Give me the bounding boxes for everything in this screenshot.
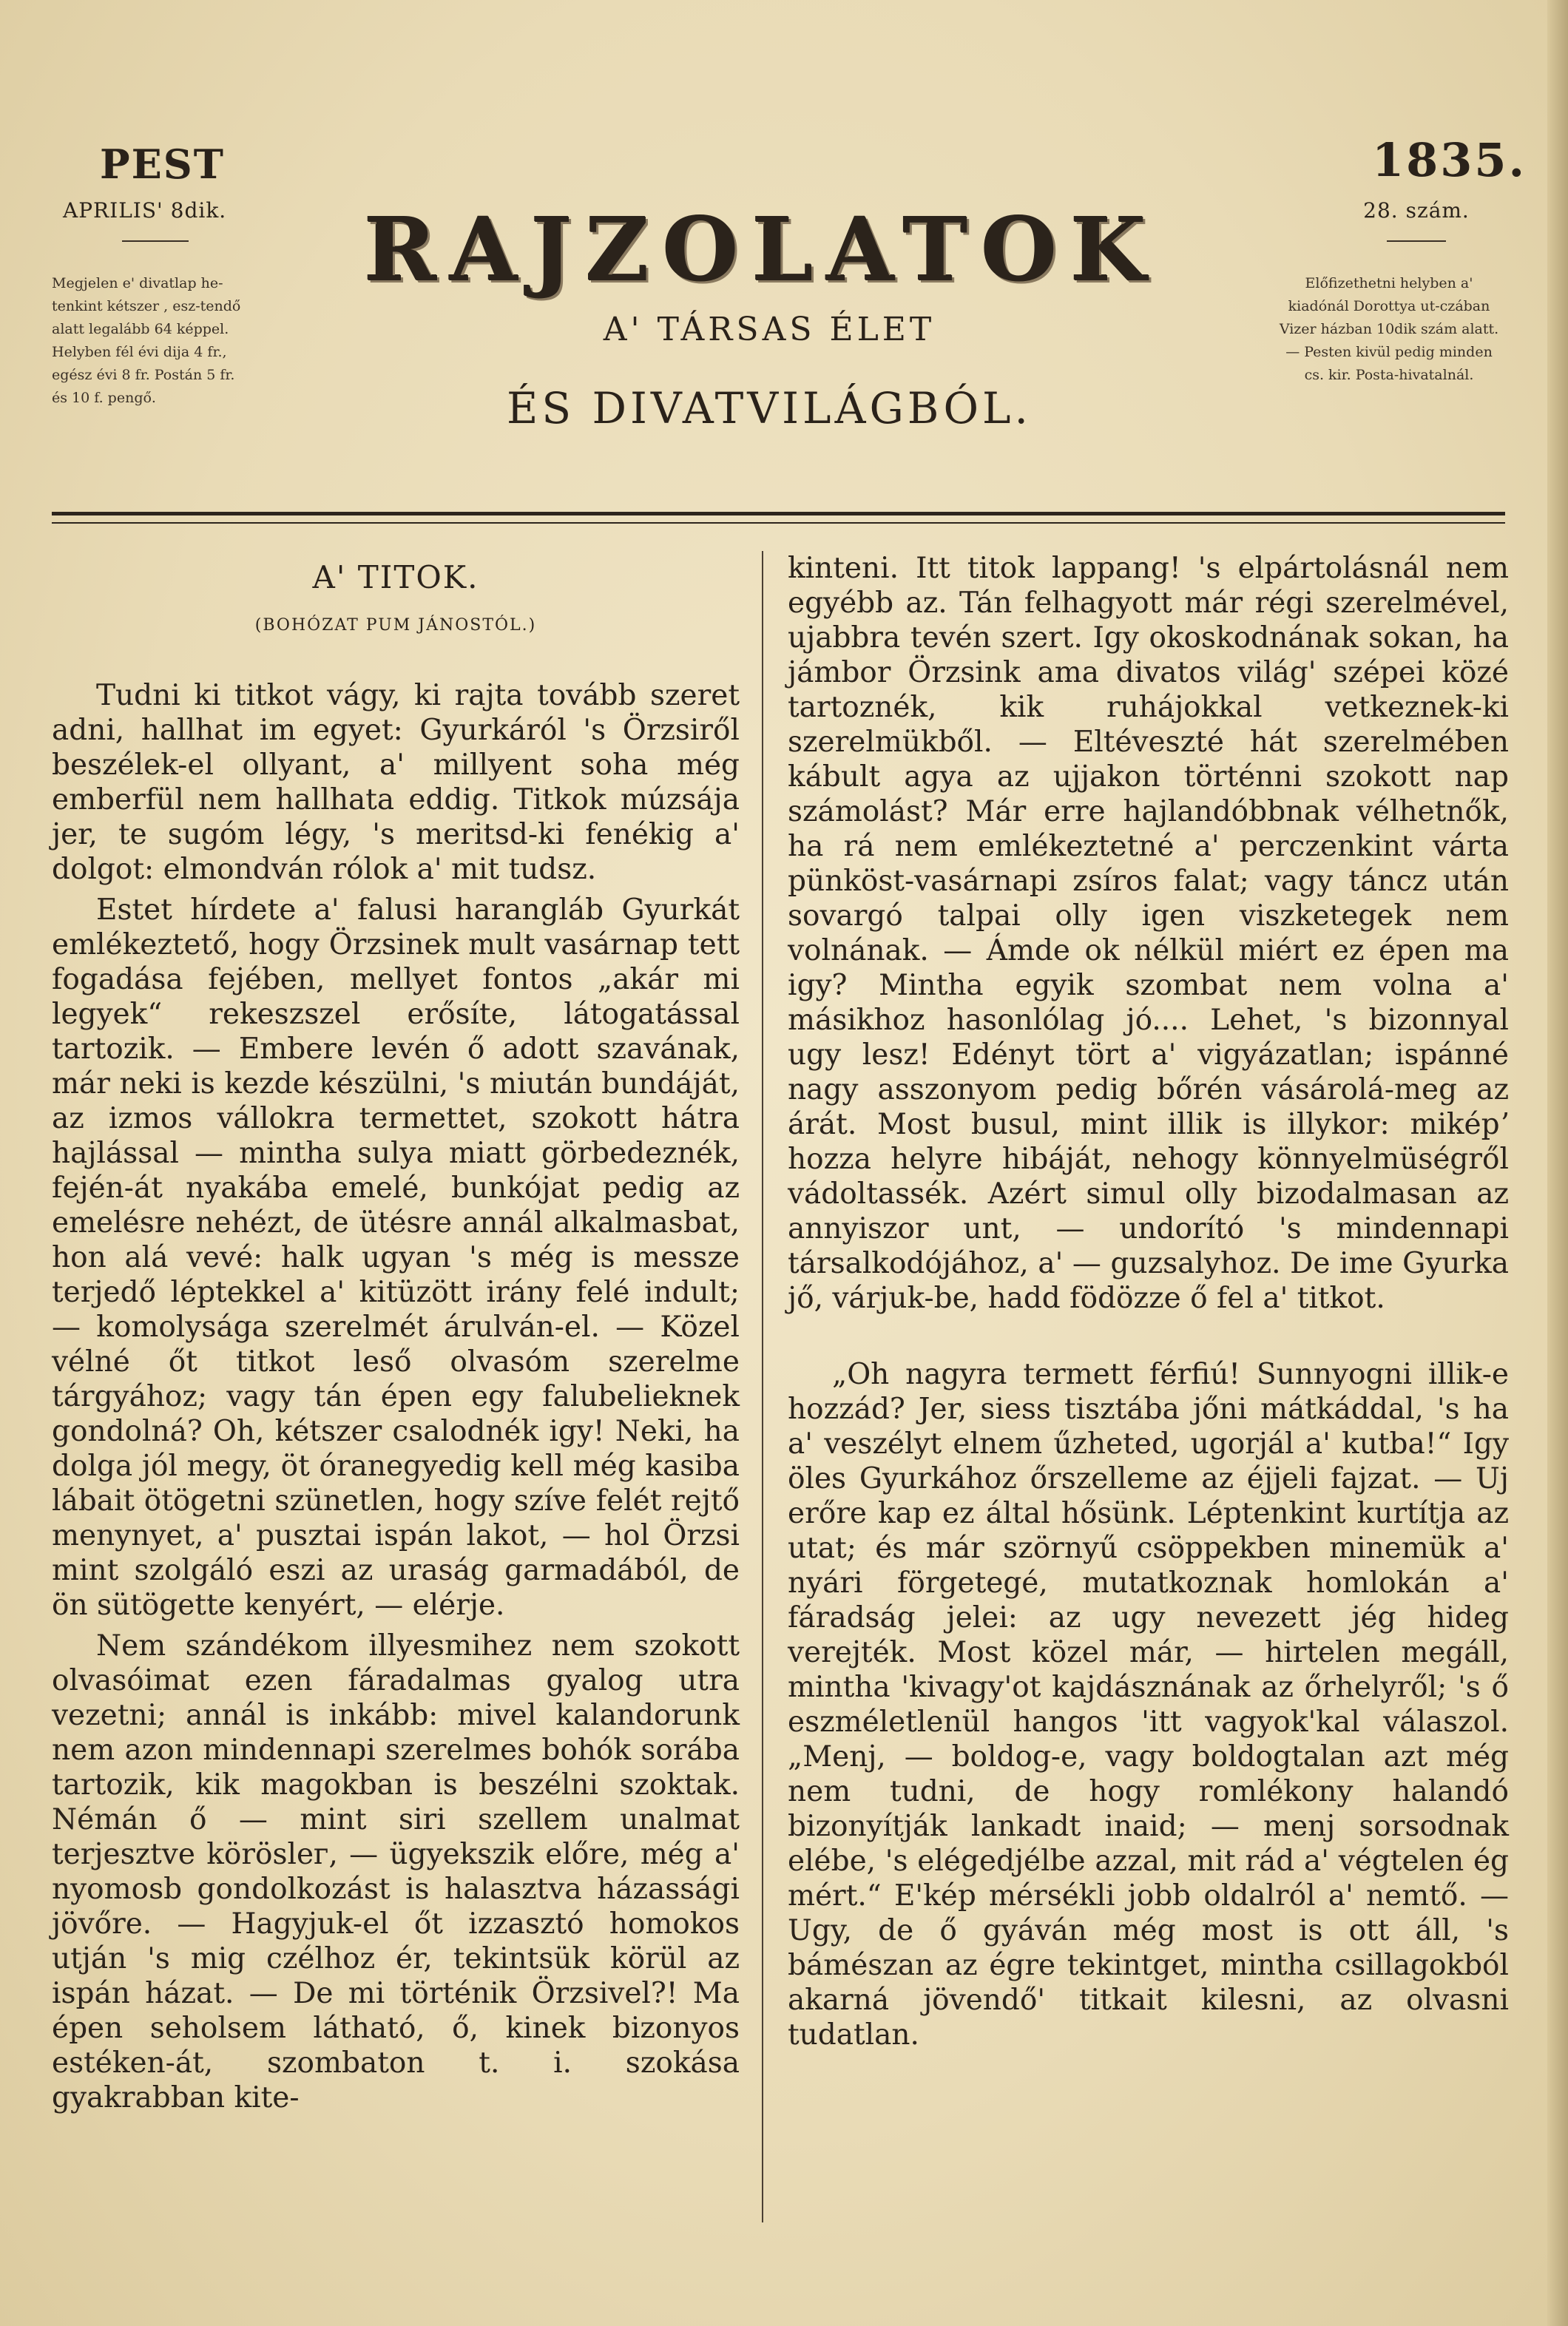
subscription-info-right: Előfizethetni helyben a' kiadónál Dorottya ut-czában Vizer házban 10dik szám alatt. — Pesten kivül pedig minden cs. kir. Posta-hivatalnál.: [1279, 275, 1499, 383]
subtitle-line-1: A' TÁRSAS ÉLET: [603, 311, 936, 348]
column-divider: [762, 551, 763, 2222]
paragraph: Estet hírdete a' falusi harangláb Gyurkát emlékeztető, hogy Örzsinek mult vasárnap tett fogadása fejében, mellyet fontos „akár mi legyek“ rekeszszel erősíte, látogatással tartozik. — Embere levén ő adott szavának, már neki is kezde készülni, 's miután bundáját, az izmos vállokra termettet, szokott hátra hajlással — mintha sulya miatt görbedeznék, fején-át nyakába emelé, bunkójat pedig az emelésre nehézt, de ütésre annál alkalmasbat, hon alá vevé: halk ugyan 's még is messze terjedő léptekkel a' kitüzött irány felé indult; — komolysága szerelmét árulván-el. — Közel vélné őt titkot leső olvasóm szerelme tárgyához; vagy tán épen egy falubelieknek gondolná? Oh, kétszer csalodnék igy! Neki, ha dolga jól megy, öt óranegyedig kell még kasiba lábait ötögetni szünetlen, hogy szíve felét rejtő menynyet, a' pusztai ispán lakot, — hol Örzsi mint szolgáló eszi az uraság garmadából, de ön sütögette kenyért, — elérje.: [52, 893, 740, 1622]
masthead-date: APRILIS' 8dik.: [63, 198, 227, 223]
header-rule-thick: [52, 512, 1505, 515]
subtitle-line-2: ÉS DIVATVILÁGBÓL.: [506, 383, 1032, 433]
article-title: A' TITOK.: [312, 559, 479, 595]
masthead-year: 1835.: [1372, 133, 1527, 187]
column-left: [52, 551, 740, 2121]
article-subtitle: (BOHÓZAT PUM JÁNOSTÓL.): [254, 616, 537, 635]
header-rule-thin: [52, 522, 1505, 524]
paragraph: kinteni. Itt titok lappang! 's elpártolásnál nem egyébb az. Tán felhagyott már régi szerelmével, ujabbra tevén szert. Igy okoskodnának sokan, ha jámbor Örzsink ama divatos világ' szépei közé tartoznék, kik ruhájokkal vetkeznek-ki szerelmükből. — Eltéveszté hát szerelmében kábult agya az ujjakon történni szokott nap számolást? Már erre hajlandóbbnak vélhetnők, ha rá nem emlékeztetné a' perczenkint várta pünköst-vasárnapi zsíros falat; vagy táncz után sovargó talpai olly igen viszketegek nem volnának. — Ámde ok nélkül miért ez épen ma igy? Mintha egyik szombat nem volna a' másikhoz hasonlólag jó.... Lehet, 's bizonnyal ugy lesz! Edényt tört a' vigyázatlan; ispánné nagy asszonyom pedig bőrén vásárolá-meg az árát. Most busul, mint illik is illykor: miképʼ hozza helyre hibáját, nehogy könnyelmüségről vádoltassék. Azért simul olly bizodalmasan az annyiszor unt, — undorító 's mindennapi társalkodójához, a' — guzsalyhoz. De ime Gyurka jő, várjuk-be, hadd födözze ő fel a' titkot.: [788, 552, 1509, 1315]
right-divider: [1387, 240, 1446, 242]
paragraph: Tudni ki titkot vágy, ki rajta tovább szeret adni, hallhat im egyet: Gyurkáról 's Örzsiről beszélek-el ollyant, a' millyent soha még emberfül nem hallhata eddig. Titkok múzsája jer, te sugóm légy, 's meritsd-ki fenékig a' dolgot: elmondván rólok a' mit tudsz.: [52, 679, 740, 886]
issue-number: 28. szám.: [1363, 198, 1470, 223]
left-divider: [122, 240, 189, 242]
subscription-info-left: Megjelen e' divatlap he-tenkint kétszer , esz-tendő alatt legalább 64 képpel. Helyben fél évi dija 4 fr., egész évi 8 fr. Postán 5 fr. és 10 f. pengő.: [52, 275, 241, 406]
page-edge: [1547, 0, 1568, 2326]
masthead-city: PEST: [100, 141, 225, 188]
column-right: [788, 551, 1509, 2058]
paragraph: „Oh nagyra termett férfiú! Sunnyogni illik-e hozzád? Jer, siess tisztába jőni mátkáddal, 's ha a' veszélyt elnem űzheted, ugorjál a' kutba!“ Igy öles Gyurkához őrszelleme az éjjeli fajzat. — Uj erőre kap ez által hősünk. Léptenkint kurtítja az utat; és már szörnyű csöppekben minemük a' nyári förgetegé, mutatkoznak homlokán a' fáradság jelei: az ugy nevezett jég hideg verejték. Most közel már, — hirtelen megáll, mintha 'kivagy'ot kajdásznának az őrhelyről; 's ő eszméletlenül hangos 'itt vagyok'kal válaszol. „Menj, — boldog-e, vagy boldogtalan azt még nem tudni, de hogy romlékony halandó bizonyítják lankadt inaid; — menj sorsodnak elébe, 's elégedjélbe azzal, mit rád a' végtelen ég mért.“ E'kép mérsékli jobb oldalról a' nemtő. — Ugy, de ő gyáván még most is ott áll, 's bámészan az égre tekintget, mintha csillagokból akarná jövendő' titkait kilesni, az olvasni tudatlan.: [788, 1358, 1509, 2052]
paragraph: Nem szándékom illyesmihez nem szokott olvasóimat ezen fáradalmas gyalog utra vezetni; annál is inkább: mivel kalandorunk nem azon mindennapi szerelmes bohók sorába tartozik, kik magokban is beszélni szoktak. Némán ő — mint siri szellem unalmat terjesztve köröslег, — ügyekszik előre, még a' nyomosb gondolkozást is halasztva házassági jövőre. — Hagyjuk-el őt izzasztó homokos utján 's mig czélhoz ér, tekintsük körül az ispán házat. — De mi történik Örzsivel?! Ma épen seholsem látható, ő, kinek bizonyos estéken-át, szombaton t. i. szokása gyakrabban kite-: [52, 1629, 740, 2114]
newspaper-title: RAJZOLATOK: [364, 198, 1160, 301]
